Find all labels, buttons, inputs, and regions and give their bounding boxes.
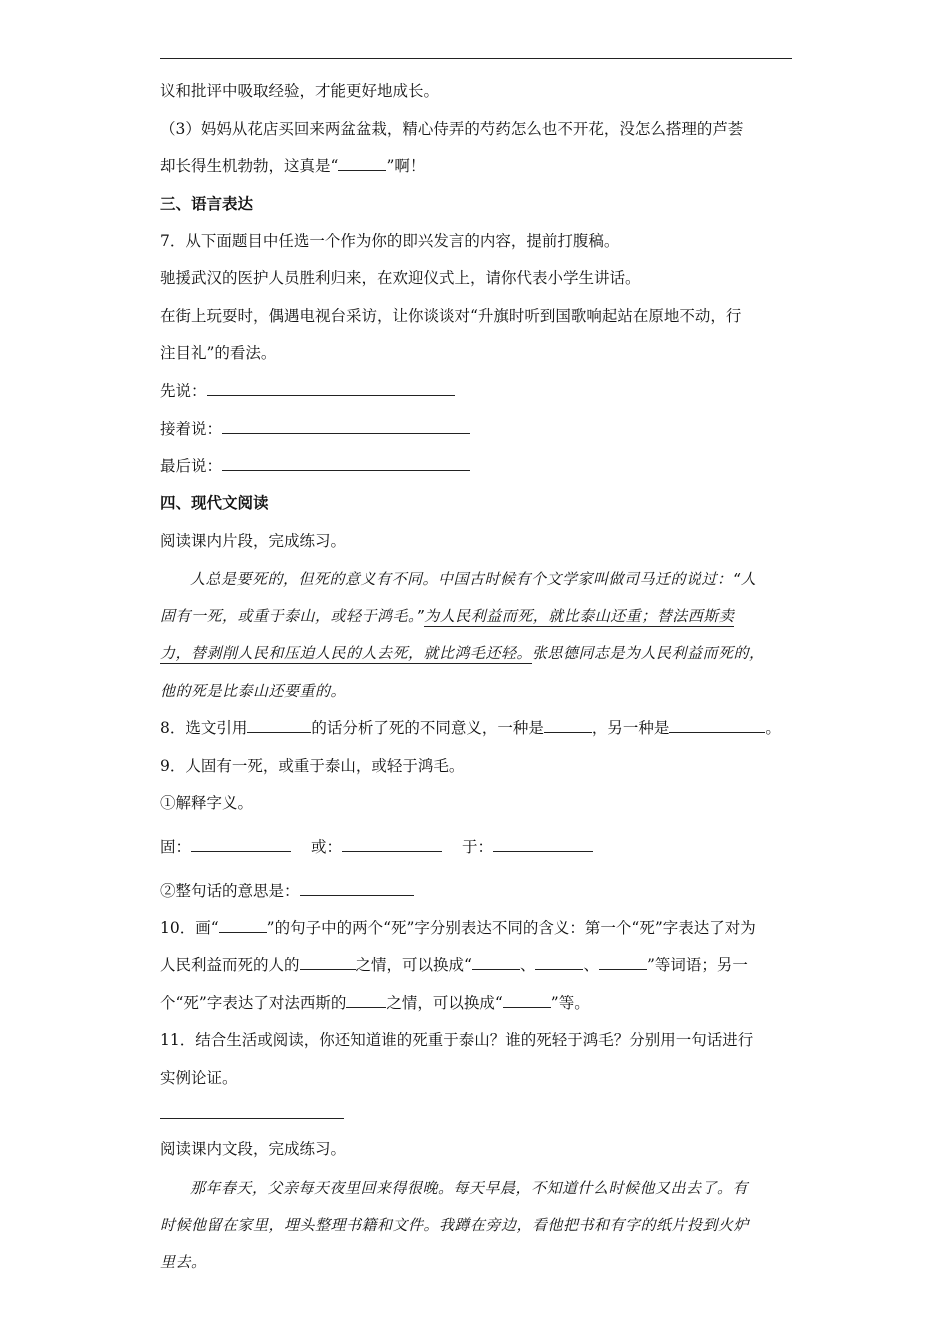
answer-blank[interactable] bbox=[544, 717, 592, 733]
passage-line: 他的死是比泰山还要重的。 bbox=[160, 682, 347, 700]
passage-line: 时候他留在家里，埋头整理书籍和文件。我蹲在旁边，看他把书和有字的纸片投到火炉 bbox=[160, 1216, 750, 1234]
answer-blank[interactable] bbox=[599, 954, 647, 970]
passage-line: 人总是要死的，但死的意义有不同。中国古时候有个文学家叫做司马迁的说过：“人 bbox=[190, 570, 757, 588]
answer-blank[interactable] bbox=[503, 992, 551, 1008]
question-7: 7．从下面题目中任选一个作为你的即兴发言的内容，提前打腹稿。 bbox=[160, 232, 620, 250]
header-rule bbox=[160, 58, 792, 59]
instruction: 阅读课内文段，完成练习。 bbox=[160, 1140, 347, 1158]
question-8: 8．选文引用 的话分析了死的不同意义，一种是 ，另一种是 。 bbox=[160, 719, 781, 737]
word-definitions: 固： 或： 于： bbox=[160, 836, 593, 858]
underlined-sentence: 力，替剥削人民和压迫人民的人去死，就比鸿毛还轻。 bbox=[160, 644, 533, 662]
answer-blank[interactable] bbox=[191, 836, 291, 852]
passage-line: 里去。 bbox=[160, 1253, 207, 1271]
sub-question: ②整句话的意思是： bbox=[160, 880, 414, 902]
answer-blank bbox=[219, 917, 267, 933]
answer-blank[interactable] bbox=[342, 836, 442, 852]
speech-line: 最后说： bbox=[160, 455, 470, 477]
answer-blank[interactable] bbox=[207, 380, 455, 396]
question-10: 10．画“ ”的句子中的两个“死”字分别表达不同的含义：第一个“死”字表达了对为 bbox=[160, 919, 756, 937]
answer-blank[interactable] bbox=[338, 155, 386, 171]
text-line: 个“死”字表达了对法西斯的 之情，可以换成“ ”等。 bbox=[160, 994, 590, 1012]
answer-blank[interactable] bbox=[493, 836, 593, 852]
sub-question: ①解释字义。 bbox=[160, 794, 254, 812]
section-heading: 三、语言表达 bbox=[160, 194, 254, 213]
instruction: 阅读课内片段，完成练习。 bbox=[160, 532, 347, 550]
answer-blank[interactable] bbox=[669, 717, 765, 733]
answer-blank[interactable] bbox=[222, 418, 470, 434]
text-line: （3）妈妈从花店买回来两盆盆栽，精心侍弄的芍药怎么也不开花，没怎么搭理的芦荟 bbox=[160, 120, 744, 138]
text-line: 却长得生机勃勃，这真是“ ”啊！ bbox=[160, 157, 426, 175]
answer-blank[interactable] bbox=[247, 717, 311, 733]
answer-blank[interactable] bbox=[535, 954, 583, 970]
speech-line: 接着说： bbox=[160, 418, 470, 440]
text-line: 注目礼”的看法。 bbox=[160, 344, 277, 362]
text-line: 驰援武汉的医护人员胜利归来，在欢迎仪式上，请你代表小学生讲话。 bbox=[160, 269, 641, 287]
answer-blank[interactable] bbox=[300, 880, 414, 896]
text-line: 人民利益而死的人的 之情，可以换成“ 、 、 ”等词语；另一 bbox=[160, 956, 748, 974]
text-line: 在街上玩耍时，偶遇电视台采访，让你谈谈对“升旗时听到国歌响起站在原地不动，行 bbox=[160, 307, 742, 325]
text-line: 实例论证。 bbox=[160, 1069, 238, 1087]
question-11: 11．结合生活或阅读，你还知道谁的死重于泰山？谁的死轻于鸿毛？分别用一句话进行 bbox=[160, 1031, 754, 1049]
answer-blank[interactable] bbox=[300, 954, 356, 970]
speech-line: 先说： bbox=[160, 380, 455, 402]
passage-line: 固有一死，或重于泰山，或轻于鸿毛。”为人民利益而死，就比泰山还重；替法西斯卖 bbox=[160, 607, 735, 625]
text-line: 议和批评中吸取经验，才能更好地成长。 bbox=[160, 82, 440, 100]
answer-blank[interactable] bbox=[346, 992, 386, 1008]
question-9: 9．人固有一死，或重于泰山，或轻于鸿毛。 bbox=[160, 757, 465, 775]
passage-line: 那年春天，父亲每天夜里回来得很晚。每天早晨，不知道什么时候他又出去了。有 bbox=[190, 1179, 749, 1197]
section-heading: 四、现代文阅读 bbox=[160, 493, 269, 512]
underlined-sentence: 为人民利益而死，就比泰山还重；替法西斯卖 bbox=[424, 607, 735, 625]
answer-blank[interactable] bbox=[472, 954, 520, 970]
passage-line: 力，替剥削人民和压迫人民的人去死，就比鸿毛还轻。张思德同志是为人民利益而死的， bbox=[160, 644, 765, 662]
answer-blank[interactable] bbox=[222, 455, 470, 471]
answer-line[interactable] bbox=[160, 1118, 344, 1119]
